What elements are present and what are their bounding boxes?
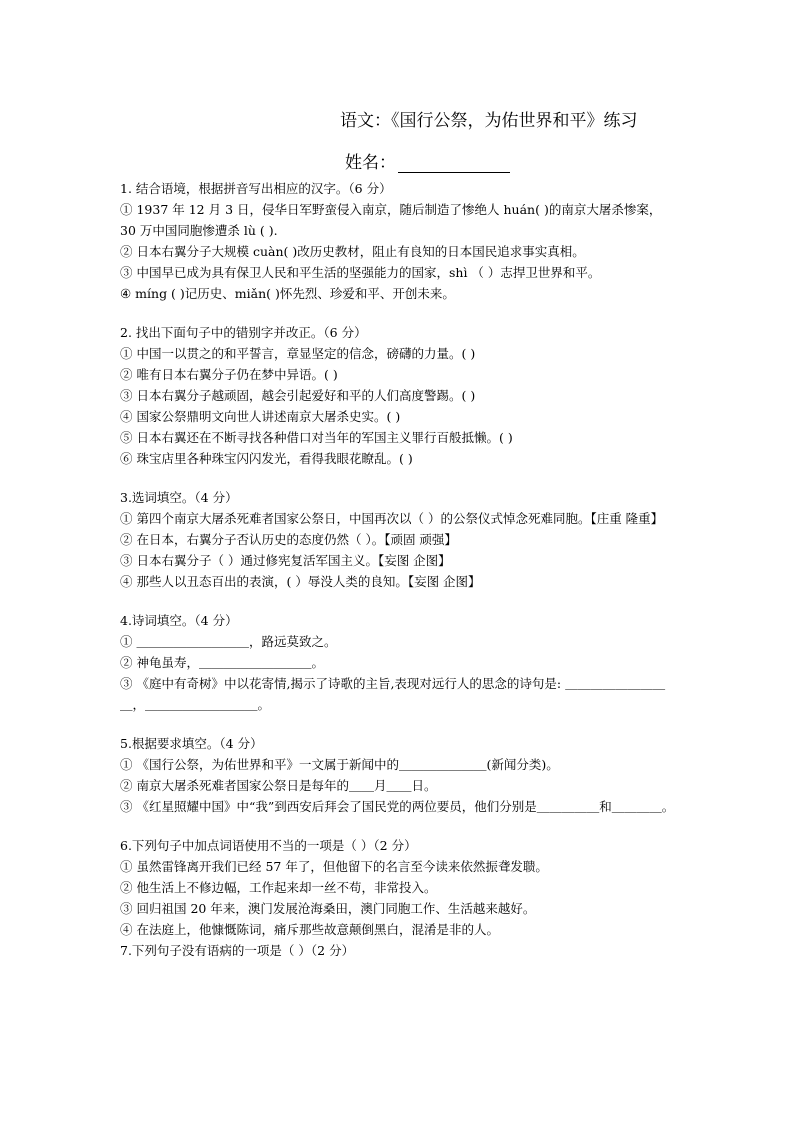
question-heading: 4.诗词填空。（4 分） xyxy=(120,613,238,628)
question-line: ① 1937 年 12 月 3 日，侵华日军野蛮侵入南京，随后制造了惨绝人 huán( )的南京大屠杀惨案，30 万中国同胞惨遭杀 lù ( ). xyxy=(120,202,662,238)
name-label: 姓名： xyxy=(345,153,396,173)
question-line: ④ 国家公祭鼎明文向世人讲述南京大屠杀史实。( ) xyxy=(120,409,401,424)
question-line: ⑥ 珠宝店里各种珠宝闪闪发光，看得我眼花瞭乱。( ) xyxy=(120,451,413,466)
spacer xyxy=(120,592,676,610)
spacer xyxy=(120,469,676,487)
question-4 xyxy=(120,610,676,715)
spacer xyxy=(120,817,676,835)
question-heading: 3.选词填空。（4 分） xyxy=(120,490,238,505)
question-5 xyxy=(120,733,676,817)
question-line: ② 日本右翼分子大规模 cuàn( )改历史教材，阻止有良知的日本国民追求事实真相。 xyxy=(120,244,585,259)
question-heading: 2. 找出下面句子中的错别字并改正。（6 分） xyxy=(120,325,367,340)
questions-section xyxy=(120,178,676,961)
question-heading: 5.根据要求填空。（4 分） xyxy=(120,736,263,751)
question-2 xyxy=(120,322,676,469)
question-line: ③ 《庭中有奇树》中以花寄情,揭示了诗歌的主旨,表现对远行人的思念的诗句是: ＿＿＿＿＿＿＿＿＿，＿＿＿＿＿＿＿＿＿。 xyxy=(120,676,666,712)
spacer xyxy=(120,304,676,322)
question-line: ② 南京大屠杀死难者国家公祭日是每年的＿＿月＿＿日。 xyxy=(120,778,437,793)
name-field xyxy=(345,148,510,173)
spacer xyxy=(120,715,676,733)
question-line: ③ 《红星照耀中国》中“我”到西安后拜会了国民党的两位要员，他们分别是＿＿＿＿＿和＿＿＿＿。 xyxy=(120,799,675,814)
question-line: ① 中国一以贯之的和平誓言，章显坚定的信念，磅礴的力量。( ) xyxy=(120,346,476,361)
question-line: ③ 日本右翼分子（ ）通过修宪复活军国主义。【妄图 企图】 xyxy=(120,553,451,568)
question-line: ④ 那些人以丑态百出的表演，( ）辱没人类的良知。【妄图 企图】 xyxy=(120,574,481,589)
question-line: ③ 中国早已成为具有保卫人民和平生活的坚强能力的国家，shì （ ）志捍卫世界和平。 xyxy=(120,265,601,280)
question-6 xyxy=(120,835,676,940)
question-line: ① 虽然雷锋离开我们已经 57 年了，但他留下的名言至今读来依然振聋发聩。 xyxy=(120,859,548,874)
question-3 xyxy=(120,487,676,592)
question-heading: 1. 结合语境，根据拼音写出相应的汉字。（6 分） xyxy=(120,181,392,196)
question-line: ① 《国行公祭，为佑世界和平》一文属于新闻中的＿＿＿＿＿＿＿(新闻分类)。 xyxy=(120,757,559,772)
question-line: ④ míng ( )记历史、miǎn( )怀先烈、珍爱和平、开创未来。 xyxy=(120,286,455,301)
question-heading: 7.下列句子没有语病的一项是（ ）（2 分） xyxy=(120,943,355,958)
question-line: ① ＿＿＿＿＿＿＿＿＿，路远莫致之。 xyxy=(120,634,337,649)
question-line: ⑤ 日本右翼还在不断寻找各种借口对当年的军国主义罪行百般抵懒。( ) xyxy=(120,430,513,445)
question-line: ② 唯有日本右翼分子仍在梦中异语。( ) xyxy=(120,367,338,382)
question-7 xyxy=(120,940,676,961)
question-heading: 6.下列句子中加点词语使用不当的一项是（ ）（2 分） xyxy=(120,838,417,853)
question-line: ③ 日本右翼分子越顽固，越会引起爱好和平的人们高度警踢。( ) xyxy=(120,388,476,403)
question-1 xyxy=(120,178,676,304)
question-line: ④ 在法庭上，他慷慨陈词，痛斥那些故意颠倒黑白，混淆是非的人。 xyxy=(120,922,499,937)
question-line: ③ 回归祖国 20 年来，澳门发展沧海桑田，澳门同胞工作、生活越来越好。 xyxy=(120,901,536,916)
page-title: 语文：《国行公祭，为佑世界和平》练习 xyxy=(340,111,638,131)
question-line: ② 他生活上不修边幅，工作起来却一丝不苟，非常投入。 xyxy=(120,880,437,895)
question-line: ② 在日本，右翼分子否认历史的态度仍然（ ）。【顽固 顽强】 xyxy=(120,532,457,547)
name-blank-line[interactable] xyxy=(398,155,510,173)
question-line: ② 神龟虽寿，＿＿＿＿＿＿＿＿＿。 xyxy=(120,655,324,670)
question-line: ① 第四个南京大屠杀死难者国家公祭日，中国再次以（ ）的公祭仪式悼念死难同胞。【庄重 隆重】 xyxy=(120,511,664,526)
